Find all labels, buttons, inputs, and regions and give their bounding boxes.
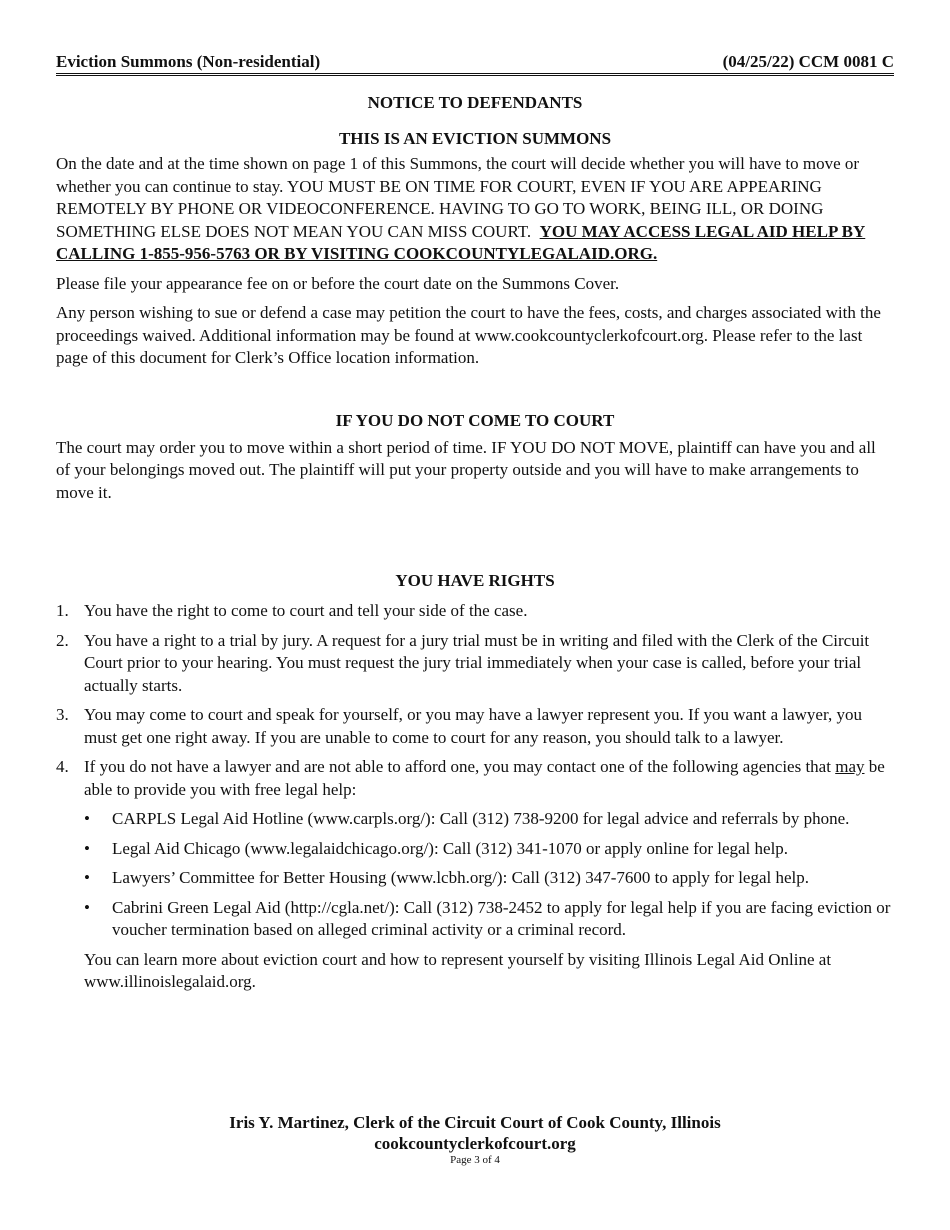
- rights-item: [56, 756, 894, 994]
- bullet-icon: •: [84, 868, 90, 887]
- bullet-icon: •: [84, 838, 90, 858]
- rights-item-text: You have the right to come to court and tell your side of the case.: [84, 601, 528, 620]
- page-footer: [0, 1112, 950, 1166]
- agency-text: Lawyers’ Committee for Better Housing (www.lcbh.org/): Call (312) 347-7600 to apply for legal help.: [112, 868, 809, 887]
- clerk-website: cookcountyclerkofcourt.org: [374, 1134, 576, 1153]
- form-title: Eviction Summons (Non-residential): [56, 52, 321, 71]
- rights-item-number: 3.: [56, 705, 69, 724]
- bullet-icon: •: [84, 809, 90, 828]
- clerk-name: Iris Y. Martinez, Clerk of the Circuit Court of Cook County, Illinois: [229, 1113, 721, 1132]
- no-court-paragraph: The court may order you to move within a short period of time. IF YOU DO NOT MOVE, plaintiff can have you and all of your belongings moved out. The plaintiff will put your property outside and you will have to make arrangements to move it.: [56, 437, 876, 502]
- rights-item-number: 1.: [56, 601, 69, 620]
- agency-item: [84, 838, 894, 861]
- legal-aid-callout: YOU MAY ACCESS LEGAL AID HELP BY CALLING 1-855-956-5763 OR BY VISITING COOKCOUNTYLEGALAID.ORG.: [56, 221, 866, 263]
- summons-heading: THIS IS AN EVICTION SUMMONS: [338, 129, 612, 148]
- agency-text: Legal Aid Chicago (www.legalaidchicago.org/): Call (312) 341-1070 or apply online for legal help.: [112, 838, 789, 858]
- rights-item: [56, 630, 894, 698]
- no-court-heading: IF YOU DO NOT COME TO COURT: [335, 410, 615, 430]
- agency-item: [84, 897, 894, 942]
- bullet-icon: •: [84, 897, 90, 917]
- agency-item: [84, 808, 894, 831]
- appearance-fee-paragraph: Please file your appearance fee on or before the court date on the Summons Cover.: [56, 273, 620, 293]
- document-page: [56, 52, 894, 994]
- form-code: (04/25/22) CCM 0081 C: [722, 52, 894, 71]
- rights-heading: YOU HAVE RIGHTS: [395, 571, 555, 590]
- agency-item: [84, 867, 894, 890]
- rights-item-text-end: be able to provide you with free legal help:: [84, 757, 885, 799]
- agency-text: CARPLS Legal Aid Hotline (www.carpls.org/): Call (312) 738-9200 for legal advice and referrals by phone.: [112, 809, 850, 828]
- rights-item: [56, 600, 894, 623]
- fee-waiver-paragraph: Any person wishing to sue or defend a case may petition the court to have the fees, costs, and charges associated with the proceedings waived. Additional information may be found at www.cookcountyclerkofcourt.org. Please refer to the last page of this document for Clerk’s Office location information.: [56, 303, 881, 367]
- page-header: [56, 52, 894, 76]
- rights-item-text: If you do not have a lawyer and are not able to afford one, you may contact one of the following agencies that: [84, 757, 836, 776]
- rights-item-text: You may come to court and speak for yourself, or you may have a lawyer represent you. If you want a lawyer, you must get one right away. If you are unable to come to court for any reason, you should talk to a lawyer.: [84, 705, 862, 747]
- rights-item: [56, 704, 894, 749]
- rights-item-text: You have a right to a trial by jury. A request for a jury trial must be in writing and filed with the Clerk of the Circuit Court prior to your hearing. You must request the jury trial immediately when your case is called, before your trial actually starts.: [84, 630, 870, 695]
- may-underlined: may: [835, 757, 865, 776]
- rights-item-number: 4.: [56, 757, 69, 776]
- notice-heading: NOTICE TO DEFENDANTS: [367, 93, 583, 112]
- notice-paragraph: [56, 153, 894, 266]
- illinois-legal-aid-paragraph: You can learn more about eviction court and how to represent yourself by visiting Illinois Legal Aid Online at www.illinoislegalaid.org.: [84, 949, 832, 991]
- agency-text: Cabrini Green Legal Aid (http://cgla.net/): Call (312) 738-2452 to apply for legal help if you are facing eviction or voucher termination based on alleged criminal activity or a criminal record.: [112, 897, 891, 939]
- agency-list: [84, 808, 894, 942]
- rights-list: [56, 600, 894, 994]
- notice-text: On the date and at the time shown on page 1 of this Summons, the court will decide whether you will have to move or whether you can continue to stay. YOU MUST BE ON TIME FOR COURT, EVEN IF YOU ARE APPEARING REMOTELY BY PHONE OR VIDEOCONFERENCE. HAVING TO GO TO WORK, BEING ILL, OR DOING SOMETHING ELSE DOES NOT MEAN YOU CAN MISS COURT.: [56, 154, 860, 241]
- page-number: Page 3 of 4: [450, 1154, 500, 1166]
- rights-item-number: 2.: [56, 630, 69, 650]
